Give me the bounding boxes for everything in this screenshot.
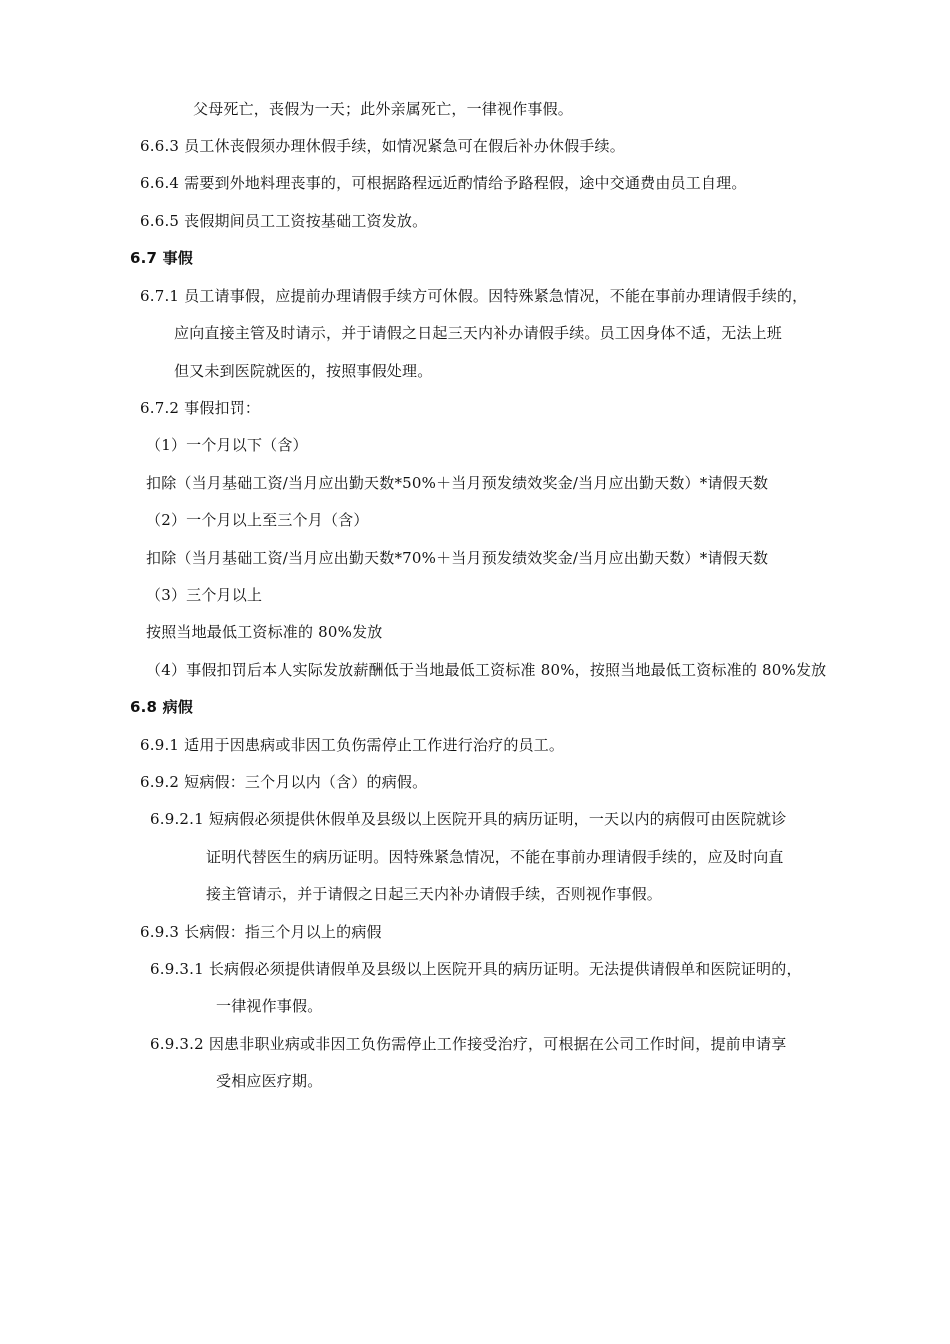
text-line: 接主管请示，并于请假之日起三天内补办请假手续，否则视作事假。 — [206, 885, 663, 903]
section-heading: 6.7 事假 — [130, 249, 193, 267]
text-line: 6.7.1 员工请事假，应提前办理请假手续方可休假。因特殊紧急情况，不能在事前办理请假手续的， — [140, 287, 808, 305]
text-line: 6.9.1 适用于因患病或非因工负伤需停止工作进行治疗的员工。 — [140, 736, 565, 754]
text-line: 扣除（当月基础工资/当月应出勤天数*50%＋当月预发绩效奖金/当月应出勤天数）*请假天数 — [146, 474, 769, 492]
text-line: 6.9.3.1 长病假必须提供请假单及县级以上医院开具的病历证明。无法提供请假单和医院证明的， — [150, 960, 802, 978]
text-line: （3）三个月以上 — [146, 586, 263, 604]
section-heading: 6.8 病假 — [130, 698, 193, 716]
text-line: 6.9.3 长病假：指三个月以上的病假 — [140, 923, 382, 941]
text-line: （4）事假扣罚后本人实际发放薪酬低于当地最低工资标准 80%，按照当地最低工资标准的 80%发放 — [146, 661, 827, 679]
text-line: 6.7.2 事假扣罚： — [140, 399, 261, 417]
text-line: 6.9.3.2 因患非职业病或非因工负伤需停止工作接受治疗，可根据在公司工作时间，提前申请享 — [150, 1035, 787, 1053]
text-line: 6.6.5 丧假期间员工工资按基础工资发放。 — [140, 212, 428, 230]
text-line: 6.6.4 需要到外地料理丧事的，可根据路程远近酌情给予路程假，途中交通费由员工自理。 — [140, 174, 747, 192]
text-line: 按照当地最低工资标准的 80%发放 — [146, 623, 383, 641]
text-line: 6.6.3 员工休丧假须办理休假手续，如情况紧急可在假后补办休假手续。 — [140, 137, 625, 155]
text-line: 应向直接主管及时请示，并于请假之日起三天内补办请假手续。员工因身体不适，无法上班 — [174, 324, 783, 342]
text-line: 受相应医疗期。 — [216, 1072, 323, 1090]
text-line: 6.9.2.1 短病假必须提供休假单及县级以上医院开具的病历证明，一天以内的病假可由医院就诊 — [150, 810, 787, 828]
text-line: 6.9.2 短病假：三个月以内（含）的病假。 — [140, 773, 428, 791]
text-line: （2）一个月以上至三个月（含） — [146, 511, 369, 529]
text-line: （1）一个月以下（含） — [146, 436, 308, 454]
text-line: 证明代替医生的病历证明。因特殊紧急情况，不能在事前办理请假手续的，应及时向直 — [206, 848, 784, 866]
text-line: 但又未到医院就医的，按照事假处理。 — [174, 362, 433, 380]
text-line: 一律视作事假。 — [216, 997, 323, 1015]
text-line: 父母死亡，丧假为一天；此外亲属死亡，一律视作事假。 — [193, 100, 574, 118]
text-line: 扣除（当月基础工资/当月应出勤天数*70%＋当月预发绩效奖金/当月应出勤天数）*请假天数 — [146, 549, 769, 567]
